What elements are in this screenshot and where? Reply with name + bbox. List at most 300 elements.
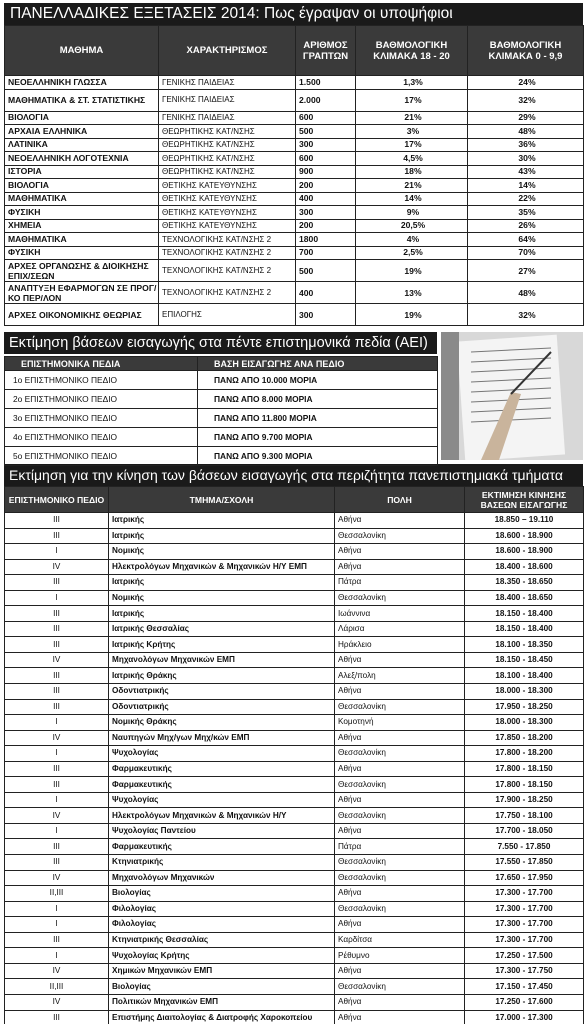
table-cell: 19% (356, 260, 468, 282)
table-cell: IV (5, 559, 109, 575)
table-cell: ΤΕΧΝΟΛΟΓΙΚΗΣ ΚΑΤ/ΝΣΗΣ 2 (159, 233, 296, 247)
table-cell: I (5, 590, 109, 606)
table-cell: Ηλεκτρολόγων Μηχανικών & Μηχανικών Η/Υ (109, 808, 335, 824)
table-row (5, 152, 584, 166)
table-cell: Αθήνα (335, 730, 465, 746)
table-cell: Αλεξ/πολη (335, 668, 465, 684)
table-row (5, 668, 584, 684)
table-cell: Βιολογίας (109, 979, 335, 995)
table-cell: IV (5, 963, 109, 979)
table-cell: 4,5% (356, 152, 468, 166)
column-header: ΕΠΙΣΤΗΜΟΝΙΚΟ ΠΕΔΙΟ (5, 487, 109, 513)
table-cell: 14% (468, 179, 584, 193)
table-cell: ΓΕΝΙΚΗΣ ΠΑΙΔΕΙΑΣ (159, 111, 296, 125)
table-cell: II,III (5, 979, 109, 995)
table-cell: 18.150 - 18.400 (465, 606, 584, 622)
table-cell: Θεσσαλονίκη (335, 808, 465, 824)
table-cell: 600 (296, 152, 356, 166)
table-cell: 18.150 - 18.400 (465, 621, 584, 637)
table-cell: 17.800 - 18.150 (465, 761, 584, 777)
table-cell: ΝΕΟΕΛΛΗΝΙΚΗ ΛΟΓΟΤΕΧΝΙΑ (5, 152, 159, 166)
table-row (5, 89, 584, 111)
table-cell: 3% (356, 125, 468, 139)
table-cell: ΠΑΝΩ ΑΠΟ 9.700 ΜΟΡΙΑ (198, 428, 438, 447)
table-cell: 17.300 - 17.700 (465, 932, 584, 948)
table-cell: Θεσσαλονίκη (335, 746, 465, 762)
table-cell: Κτηνιατρικής Θεσσαλίας (109, 932, 335, 948)
table-cell: ΓΕΝΙΚΗΣ ΠΑΙΔΕΙΑΣ (159, 76, 296, 90)
table-row (5, 192, 584, 206)
table-row (5, 219, 584, 233)
column-header: ΒΑΘΜΟΛΟΓΙΚΗ ΚΛΙΜΑΚΑ 18 - 20 (356, 26, 468, 76)
table-cell: 300 (296, 138, 356, 152)
table-row (5, 125, 584, 139)
table-row (5, 513, 584, 529)
table-cell: III (5, 606, 109, 622)
table-cell: 18.850 – 19.110 (465, 513, 584, 529)
table-cell: Θεσσαλονίκη (335, 528, 465, 544)
table-cell: 17.850 - 18.200 (465, 730, 584, 746)
table-cell: Ηράκλειο (335, 637, 465, 653)
table-row (5, 559, 584, 575)
table-cell: Αθήνα (335, 886, 465, 902)
table-cell: I (5, 792, 109, 808)
table-cell: Επιστήμης Διαιτολογίας & Διατροφής Χαροκοπείου (109, 1010, 335, 1024)
column-header: ΤΜΗΜΑ/ΣΧΟΛΗ (109, 487, 335, 513)
table-cell: ΦΥΣΙΚΗ (5, 246, 159, 260)
table-cell: Αθήνα (335, 1010, 465, 1024)
table-cell: ΠΑΝΩ ΑΠΟ 10.000 ΜΟΡΙΑ (198, 371, 438, 390)
table-header-row (5, 357, 438, 371)
table-cell: ΒΙΟΛΟΓΙΑ (5, 179, 159, 193)
table-row (5, 699, 584, 715)
table-cell: 5ο ΕΠΙΣΤΗΜΟΝΙΚΟ ΠΕΔΙΟ (5, 447, 198, 466)
table-cell: 18.400 - 18.600 (465, 559, 584, 575)
table-cell: 20,5% (356, 219, 468, 233)
table-cell: III (5, 855, 109, 871)
table-cell: Νομικής (109, 544, 335, 560)
table-row (5, 206, 584, 220)
table-cell: 17.000 - 17.300 (465, 1010, 584, 1024)
table-cell: 29% (468, 111, 584, 125)
table-cell: 17.700 - 18.050 (465, 823, 584, 839)
table-cell: 17.750 - 18.100 (465, 808, 584, 824)
column-header: ΕΚΤΙΜΗΣΗ ΚΙΝΗΣΗΣ ΒΑΣΕΩΝ ΕΙΣΑΓΩΓΗΣ (465, 487, 584, 513)
table-row (5, 979, 584, 995)
table-cell: 4% (356, 233, 468, 247)
table-row (5, 544, 584, 560)
table-cell: Πάτρα (335, 839, 465, 855)
table-cell: IV (5, 808, 109, 824)
table-cell: III (5, 699, 109, 715)
table-row (5, 428, 438, 447)
table-row (5, 165, 584, 179)
table-cell: Ιατρικής (109, 575, 335, 591)
table-cell: 14% (356, 192, 468, 206)
table-cell: III (5, 761, 109, 777)
table-cell: 200 (296, 179, 356, 193)
section1-title: ΠΑΝΕΛΛΑΔΙΚΕΣ ΕΞΕΤΑΣΕΙΣ 2014: Πως έγραψαν οι υποψήφιοι (4, 3, 583, 25)
table-cell: Καρδίτσα (335, 932, 465, 948)
table-cell: ΜΑΘΗΜΑΤΙΚΑ (5, 233, 159, 247)
table-cell: ΤΕΧΝΟΛΟΓΙΚΗΣ ΚΑΤ/ΝΣΗΣ 2 (159, 282, 296, 304)
table-cell: Θεσσαλονίκη (335, 855, 465, 871)
table-cell: 26% (468, 219, 584, 233)
exam-paper-image (441, 332, 583, 460)
table-cell: III (5, 637, 109, 653)
table-cell: 17.150 - 17.450 (465, 979, 584, 995)
table-cell: Πάτρα (335, 575, 465, 591)
table-row (5, 886, 584, 902)
table-cell: Κομοτηνή (335, 715, 465, 731)
table-cell: 24% (468, 76, 584, 90)
table-row (5, 447, 438, 466)
table-cell: Θεσσαλονίκη (335, 590, 465, 606)
table-row (5, 855, 584, 871)
table-cell: ΘΕΤΙΚΗΣ ΚΑΤΕΥΘΥΝΣΗΣ (159, 192, 296, 206)
table-cell: ΠΑΝΩ ΑΠΟ 11.800 ΜΟΡΙΑ (198, 409, 438, 428)
table-row (5, 715, 584, 731)
table-row (5, 777, 584, 793)
table-row (5, 823, 584, 839)
table-row (5, 870, 584, 886)
table-cell: 48% (468, 282, 584, 304)
table-cell: 17% (356, 89, 468, 111)
table-cell: III (5, 668, 109, 684)
table-cell: III (5, 528, 109, 544)
table-cell: 18.100 - 18.350 (465, 637, 584, 653)
section3-title: Εκτίμηση για την κίνηση των βάσεων εισαγωγής στα περιζήτητα πανεπιστημιακά τμήματα (4, 464, 583, 486)
table-cell: 21% (356, 179, 468, 193)
table-cell: ΤΕΧΝΟΛΟΓΙΚΗΣ ΚΑΤ/ΝΣΗΣ 2 (159, 260, 296, 282)
table-cell: 300 (296, 304, 356, 326)
table-row (5, 260, 584, 282)
table-row (5, 839, 584, 855)
table-cell: 400 (296, 282, 356, 304)
table-row (5, 76, 584, 90)
column-header: ΕΠΙΣΤΗΜΟΝΙΚΑ ΠΕΔΙΑ (5, 357, 198, 371)
table-cell: 17.300 - 17.750 (465, 963, 584, 979)
table-cell: III (5, 621, 109, 637)
table-row (5, 994, 584, 1010)
table-cell: Αθήνα (335, 792, 465, 808)
table-cell: Πολιτικών Μηχανικών ΕΜΠ (109, 994, 335, 1010)
table-cell: Ψυχολογίας (109, 792, 335, 808)
column-header: ΒΑΘΜΟΛΟΓΙΚΗ ΚΛΙΜΑΚΑ 0 - 9,9 (468, 26, 584, 76)
table-cell: 2ο ΕΠΙΣΤΗΜΟΝΙΚΟ ΠΕΔΙΟ (5, 390, 198, 409)
base-estimates-table (4, 356, 438, 466)
table-cell: III (5, 777, 109, 793)
table-cell: ΘΕΤΙΚΗΣ ΚΑΤΕΥΘΥΝΣΗΣ (159, 206, 296, 220)
table-cell: Θεσσαλονίκη (335, 870, 465, 886)
table-row (5, 932, 584, 948)
table-cell: 27% (468, 260, 584, 282)
table-cell: ΘΕΤΙΚΗΣ ΚΑΤΕΥΘΥΝΣΗΣ (159, 219, 296, 233)
table-cell: Μηχανολόγων Μηχανικών ΕΜΠ (109, 652, 335, 668)
table-row (5, 179, 584, 193)
column-header: ΧΑΡΑΚΤΗΡΙΣΜΟΣ (159, 26, 296, 76)
table-cell: IV (5, 870, 109, 886)
table-cell: I (5, 948, 109, 964)
table-header-row (5, 487, 584, 513)
table-cell: 19% (356, 304, 468, 326)
section2 (4, 332, 583, 462)
table-cell: IV (5, 994, 109, 1010)
table-cell: III (5, 513, 109, 529)
table-cell: IV (5, 652, 109, 668)
table-cell: 18.600 - 18.900 (465, 528, 584, 544)
table-cell: 30% (468, 152, 584, 166)
table-cell: 2.000 (296, 89, 356, 111)
table-cell: 9% (356, 206, 468, 220)
table-cell: Ιωάννινα (335, 606, 465, 622)
table-cell: 17.650 - 17.950 (465, 870, 584, 886)
table-cell: Νομικής Θράκης (109, 715, 335, 731)
table-row (5, 948, 584, 964)
table-cell: IV (5, 730, 109, 746)
table-cell: 18.400 - 18.650 (465, 590, 584, 606)
table-cell: 43% (468, 165, 584, 179)
table-cell: II,III (5, 886, 109, 902)
table-row (5, 606, 584, 622)
table-cell: Θεσσαλονίκη (335, 979, 465, 995)
table-row (5, 528, 584, 544)
table-cell: 17.250 - 17.500 (465, 948, 584, 964)
table-cell: 13% (356, 282, 468, 304)
table-cell: Θεσσαλονίκη (335, 699, 465, 715)
table-cell: ΦΥΣΙΚΗ (5, 206, 159, 220)
table-cell: Κτηνιατρικής (109, 855, 335, 871)
table-cell: ΑΡΧΕΣ ΟΙΚΟΝΟΜΙΚΗΣ ΘΕΩΡΙΑΣ (5, 304, 159, 326)
table-cell: 18.000 - 18.300 (465, 715, 584, 731)
table-cell: 64% (468, 233, 584, 247)
table-cell: 7.550 - 17.850 (465, 839, 584, 855)
table-cell: Ψυχολογίας Παντείου (109, 823, 335, 839)
table-cell: 900 (296, 165, 356, 179)
table-cell: ΜΑΘΗΜΑΤΙΚΑ & ΣΤ. ΣΤΑΤΙΣΤΙΚΗΣ (5, 89, 159, 111)
table-cell: 18.000 - 18.300 (465, 684, 584, 700)
table-row (5, 590, 584, 606)
table-row (5, 371, 438, 390)
table-cell: 17.300 - 17.700 (465, 886, 584, 902)
table-row (5, 917, 584, 933)
table-cell: Φαρμακευτικής (109, 761, 335, 777)
table-cell: III (5, 1010, 109, 1024)
table-cell: 48% (468, 125, 584, 139)
table-cell: ΘΕΩΡΗΤΙΚΗΣ ΚΑΤ/ΝΣΗΣ (159, 152, 296, 166)
table-cell: 300 (296, 206, 356, 220)
table-cell: I (5, 823, 109, 839)
table-row (5, 390, 438, 409)
table-cell: 32% (468, 304, 584, 326)
table-cell: 21% (356, 111, 468, 125)
table-cell: I (5, 917, 109, 933)
table-cell: Νομικής (109, 590, 335, 606)
table-cell: ΠΑΝΩ ΑΠΟ 8.000 ΜΟΡΙΑ (198, 390, 438, 409)
table-cell: ΘΕΤΙΚΗΣ ΚΑΤΕΥΘΥΝΣΗΣ (159, 179, 296, 193)
table-cell: III (5, 839, 109, 855)
table-row (5, 652, 584, 668)
table-cell: Ιατρικής Κρήτης (109, 637, 335, 653)
table-cell: 17% (356, 138, 468, 152)
table-cell: Ιατρικής (109, 528, 335, 544)
table-cell: 17.300 - 17.700 (465, 901, 584, 917)
exam-results-table (4, 25, 584, 326)
table-cell: 500 (296, 125, 356, 139)
table-cell: 36% (468, 138, 584, 152)
column-header: ΠΟΛΗ (335, 487, 465, 513)
table-cell: 1ο ΕΠΙΣΤΗΜΟΝΙΚΟ ΠΕΔΙΟ (5, 371, 198, 390)
table-cell: Αθήνα (335, 823, 465, 839)
table-cell: 18.600 - 18.900 (465, 544, 584, 560)
table-cell: ΝΕΟΕΛΛΗΝΙΚΗ ΓΛΩΣΣΑ (5, 76, 159, 90)
table-cell: 70% (468, 246, 584, 260)
table-cell: 18.150 - 18.450 (465, 652, 584, 668)
column-header: ΑΡΙΘΜΟΣ ΓΡΑΠΤΩΝ (296, 26, 356, 76)
table-row (5, 730, 584, 746)
table-cell: 17.900 - 18.250 (465, 792, 584, 808)
section2-title: Εκτίμηση βάσεων εισαγωγής στα πέντε επιστημονικά πεδία (ΑΕΙ) (4, 332, 437, 354)
table-cell: I (5, 901, 109, 917)
table-cell: ΜΑΘΗΜΑΤΙΚΑ (5, 192, 159, 206)
exam-photo (441, 332, 583, 460)
table-cell: ΑΡΧΑΙΑ ΕΛΛΗΝΙΚΑ (5, 125, 159, 139)
table-cell: ΘΕΩΡΗΤΙΚΗΣ ΚΑΤ/ΝΣΗΣ (159, 138, 296, 152)
table-cell: Αθήνα (335, 684, 465, 700)
table-cell: Φιλολογίας (109, 901, 335, 917)
table-cell: ΑΝΑΠΤΥΞΗ ΕΦΑΡΜΟΓΩΝ ΣΕ ΠΡΟΓ/ΚΟ ΠΕΡ/ΛΟΝ (5, 282, 159, 304)
table-row (5, 246, 584, 260)
table-cell: Ψυχολογίας (109, 746, 335, 762)
table-cell: Φιλολογίας (109, 917, 335, 933)
table-cell: 600 (296, 111, 356, 125)
table-cell: 18% (356, 165, 468, 179)
table-row (5, 409, 438, 428)
table-cell: ΘΕΩΡΗΤΙΚΗΣ ΚΑΤ/ΝΣΗΣ (159, 125, 296, 139)
table-cell: 35% (468, 206, 584, 220)
table-cell: ΘΕΩΡΗΤΙΚΗΣ ΚΑΤ/ΝΣΗΣ (159, 165, 296, 179)
table-row (5, 1010, 584, 1024)
table-cell: 17.800 - 18.150 (465, 777, 584, 793)
table-row (5, 637, 584, 653)
table-cell: Ιατρικής Θεσσαλίας (109, 621, 335, 637)
table-cell: Ναυπηγών Μηχ/γων Μηχ/κών ΕΜΠ (109, 730, 335, 746)
table-cell: 500 (296, 260, 356, 282)
table-cell: Ρέθυμνο (335, 948, 465, 964)
table-cell: Οδοντιατρικής (109, 684, 335, 700)
table-cell: Βιολογίας (109, 886, 335, 902)
table-cell: 1800 (296, 233, 356, 247)
table-cell: 17.800 - 18.200 (465, 746, 584, 762)
table-cell: Θεσσαλονίκη (335, 777, 465, 793)
table-cell: 700 (296, 246, 356, 260)
table-cell: Φαρμακευτικής (109, 839, 335, 855)
table-cell: ΤΕΧΝΟΛΟΓΙΚΗΣ ΚΑΤ/ΝΣΗΣ 2 (159, 246, 296, 260)
table-cell: I (5, 544, 109, 560)
table-cell: ΑΡΧΕΣ ΟΡΓΑΝΩΣΗΣ & ΔΙΟΙΚΗΣΗΣ ΕΠΙΧ/ΣΕΩΝ (5, 260, 159, 282)
table-row (5, 684, 584, 700)
table-cell: Λάρισα (335, 621, 465, 637)
table-cell: ΕΠΙΛΟΓΗΣ (159, 304, 296, 326)
table-row (5, 111, 584, 125)
table-row (5, 792, 584, 808)
table-cell: 1.500 (296, 76, 356, 90)
table-cell: 18.350 - 18.650 (465, 575, 584, 591)
table-cell: Αθήνα (335, 559, 465, 575)
table-cell: III (5, 575, 109, 591)
table-cell: ΒΙΟΛΟΓΙΑ (5, 111, 159, 125)
table-cell: ΓΕΝΙΚΗΣ ΠΑΙΔΕΙΑΣ (159, 89, 296, 111)
table-row (5, 282, 584, 304)
table-cell: Αθήνα (335, 513, 465, 529)
table-cell: Ηλεκτρολόγων Μηχανικών & Μηχανικών Η/Υ ΕΜΠ (109, 559, 335, 575)
table-cell: 22% (468, 192, 584, 206)
table-cell: Θεσσαλονίκη (335, 901, 465, 917)
table-cell: I (5, 715, 109, 731)
table-row (5, 808, 584, 824)
table-cell: Αθήνα (335, 963, 465, 979)
table-cell: Χημικών Μηχανικών ΕΜΠ (109, 963, 335, 979)
table-header-row (5, 26, 584, 76)
table-cell: 2,5% (356, 246, 468, 260)
table-cell: Ιατρικής (109, 606, 335, 622)
table-cell: III (5, 932, 109, 948)
table-cell: 32% (468, 89, 584, 111)
table-cell: Αθήνα (335, 917, 465, 933)
table-cell: 4ο ΕΠΙΣΤΗΜΟΝΙΚΟ ΠΕΔΙΟ (5, 428, 198, 447)
table-row (5, 761, 584, 777)
table-cell: Αθήνα (335, 761, 465, 777)
column-header: ΜΑΘΗΜΑ (5, 26, 159, 76)
department-bases-table (4, 486, 584, 1024)
table-cell: Αθήνα (335, 544, 465, 560)
table-cell: 200 (296, 219, 356, 233)
table-cell: 18.100 - 18.400 (465, 668, 584, 684)
table-row (5, 233, 584, 247)
table-cell: Φαρμακευτικής (109, 777, 335, 793)
table-cell: Αθήνα (335, 994, 465, 1010)
table-cell: Ιατρικής Θράκης (109, 668, 335, 684)
table-row (5, 963, 584, 979)
table-cell: 400 (296, 192, 356, 206)
table-cell: ΠΑΝΩ ΑΠΟ 9.300 ΜΟΡΙΑ (198, 447, 438, 466)
table-cell: 1,3% (356, 76, 468, 90)
table-cell: Οδοντιατρικής (109, 699, 335, 715)
table-cell: III (5, 684, 109, 700)
table-cell: Μηχανολόγων Μηχανικών (109, 870, 335, 886)
table-cell: 17.300 - 17.700 (465, 917, 584, 933)
table-cell: 17.550 - 17.850 (465, 855, 584, 871)
table-row (5, 621, 584, 637)
table-cell: Αθήνα (335, 652, 465, 668)
table-cell: Ιατρικής (109, 513, 335, 529)
table-cell: I (5, 746, 109, 762)
table-cell: ΧΗΜΕΙΑ (5, 219, 159, 233)
table-cell: 17.950 - 18.250 (465, 699, 584, 715)
table-cell: Ψυχολογίας Κρήτης (109, 948, 335, 964)
table-row (5, 138, 584, 152)
column-header: ΒΑΣΗ ΕΙΣΑΓΩΓΗΣ ΑΝΑ ΠΕΔΙΟ (198, 357, 438, 371)
table-row (5, 304, 584, 326)
table-cell: 3ο ΕΠΙΣΤΗΜΟΝΙΚΟ ΠΕΔΙΟ (5, 409, 198, 428)
table-row (5, 575, 584, 591)
table-cell: ΙΣΤΟΡΙΑ (5, 165, 159, 179)
page (4, 3, 583, 1024)
table-cell: ΛΑΤΙΝΙΚΑ (5, 138, 159, 152)
table-row (5, 901, 584, 917)
table-row (5, 746, 584, 762)
table-cell: 17.250 - 17.600 (465, 994, 584, 1010)
